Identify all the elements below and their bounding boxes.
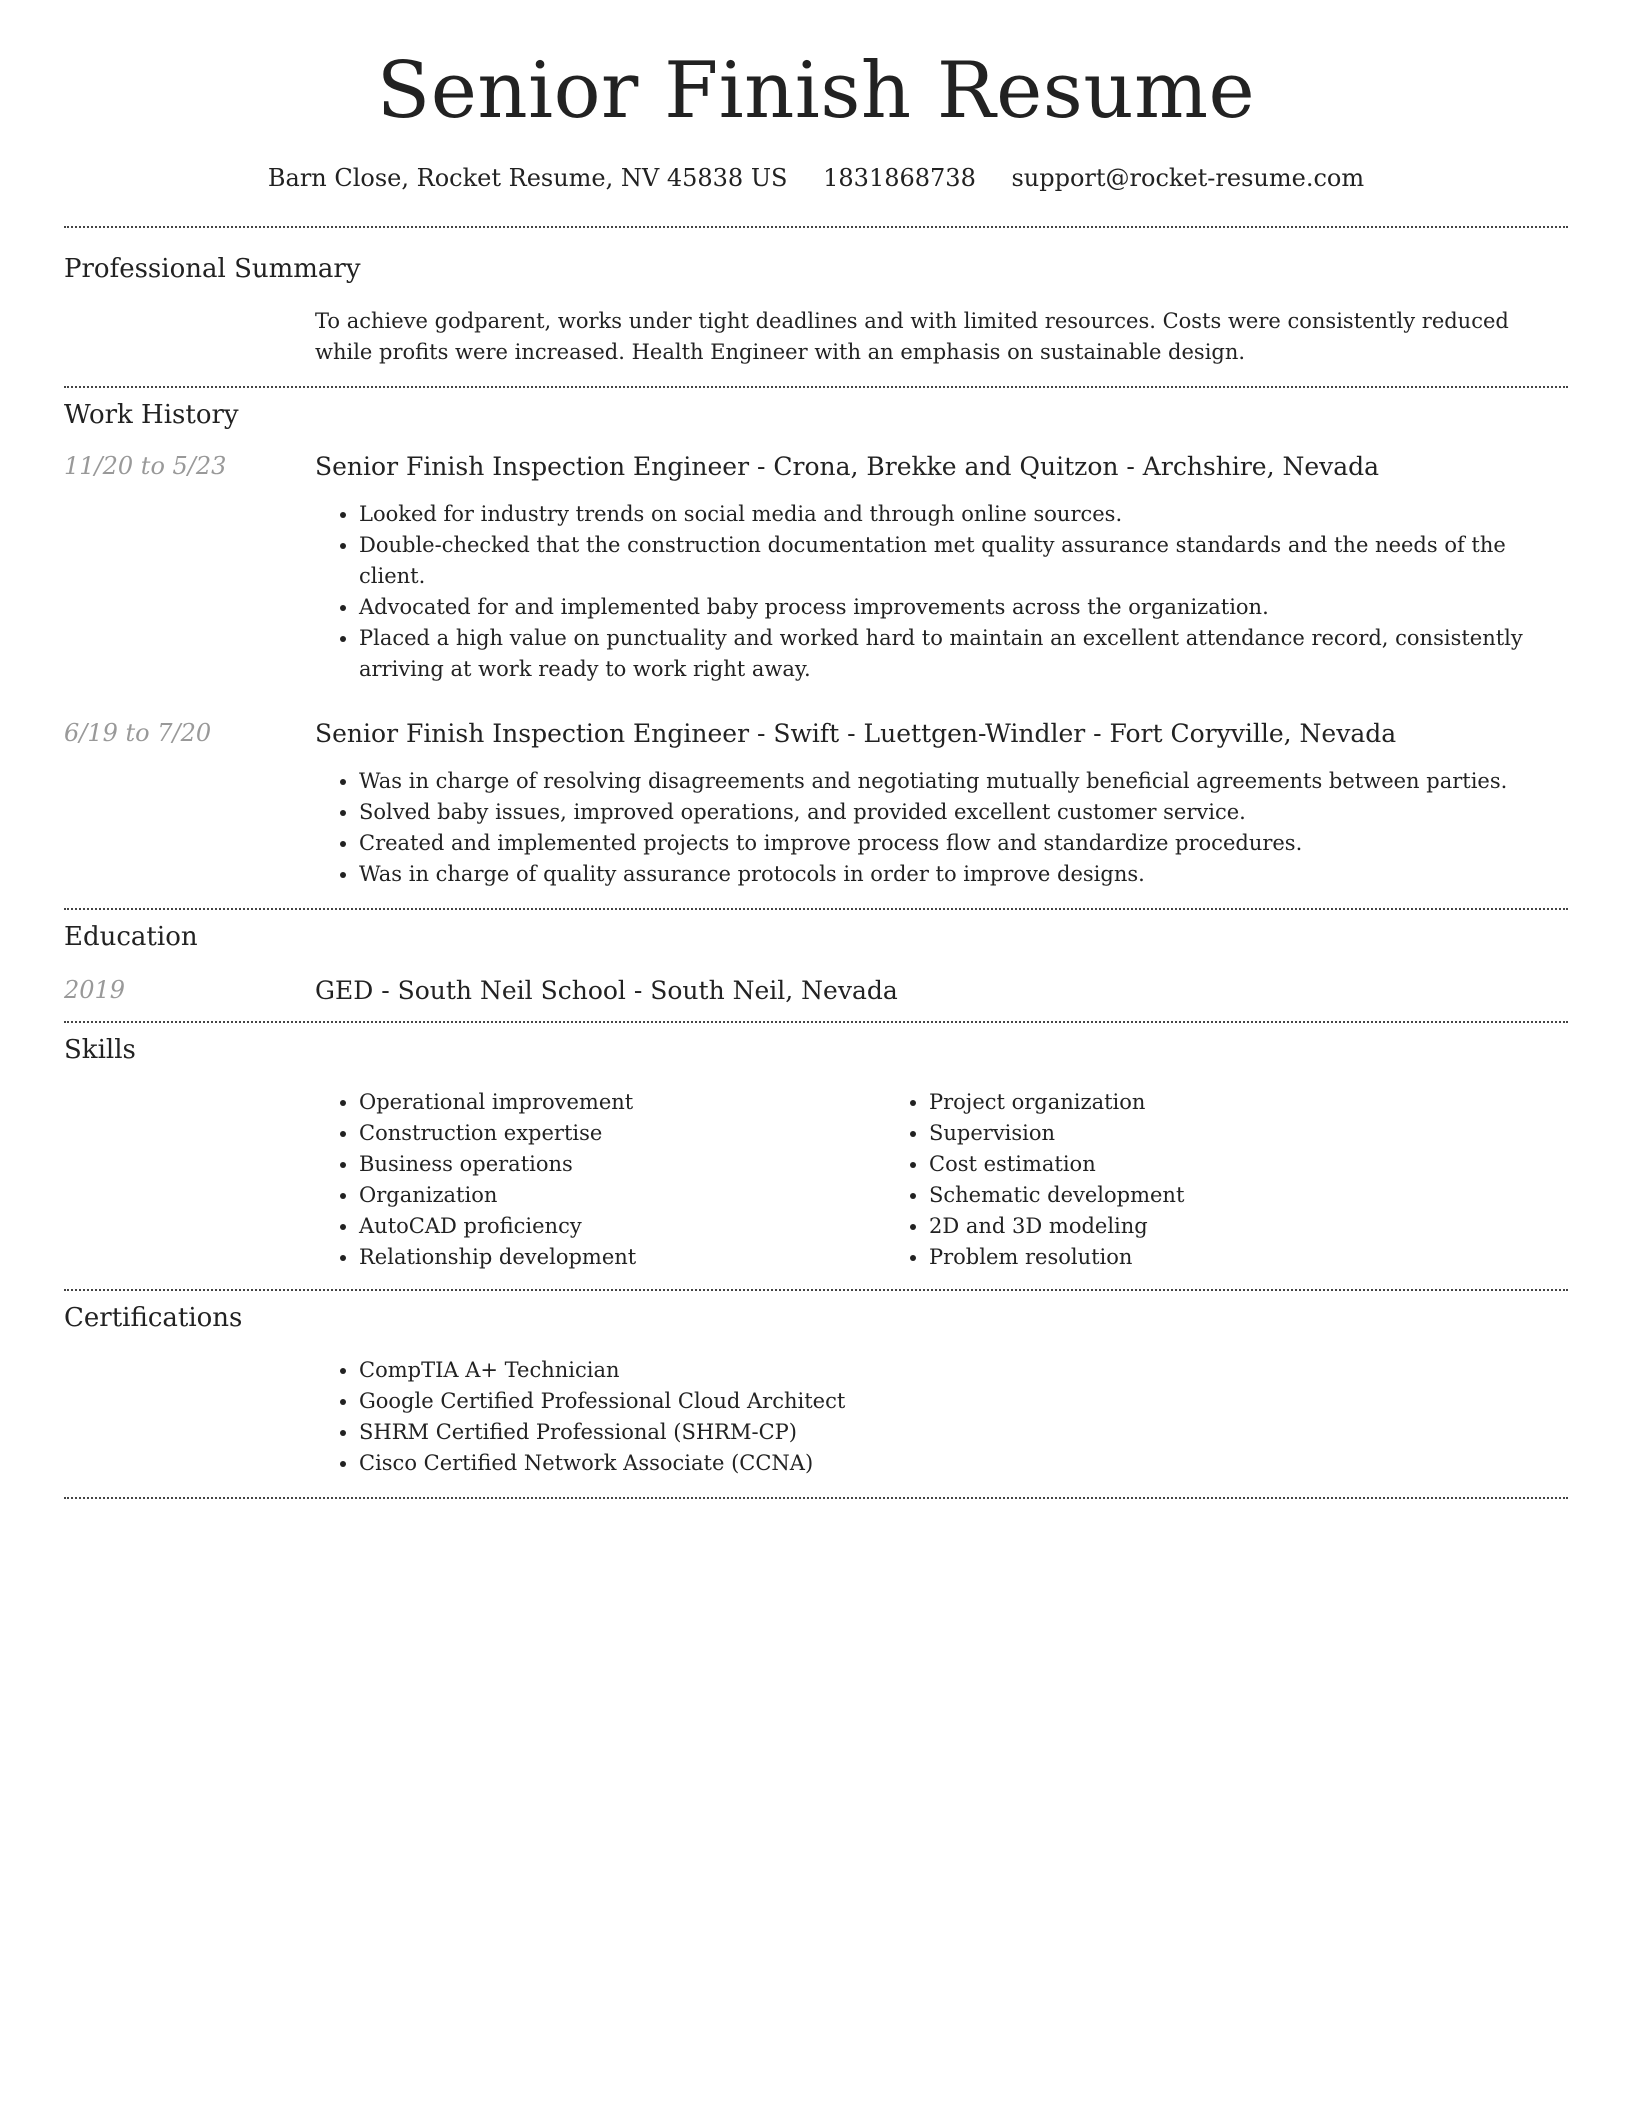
job-title: Senior Finish Inspection Engineer - Swift - Luettgen-Windler - Fort Coryville, Nevada — [315, 719, 1397, 748]
summary-body — [315, 306, 1568, 368]
job-title: Senior Finish Inspection Engineer - Crona, Brekke and Quitzon - Archshire, Nevada — [315, 452, 1380, 481]
certifications-body — [315, 1355, 1568, 1479]
list-item: • Supervision — [929, 1118, 1455, 1149]
contact-address: Barn Close, Rocket Resume, NV 45838 US — [267, 164, 788, 192]
candidate-name: Senior Finish Resume — [376, 46, 1256, 136]
job-details — [315, 452, 1568, 685]
education-year: 2019 — [64, 976, 126, 1004]
skills-list-right — [885, 1087, 1455, 1273]
education-details — [315, 976, 1568, 1005]
summary-row — [64, 306, 1568, 368]
section-title-skills: Skills — [64, 1035, 136, 1065]
job-dates: 6/19 to 7/20 — [64, 719, 212, 747]
skills-section — [64, 1023, 1568, 1289]
list-item: • Was in charge of quality assurance protocols in order to improve designs. — [359, 859, 1568, 890]
certifications-spacer — [64, 1333, 315, 1479]
list-item: • Relationship development — [359, 1242, 885, 1273]
section-title-certifications: Certifications — [64, 1303, 243, 1333]
list-item: • 2D and 3D modeling — [929, 1211, 1455, 1242]
section-title-summary: Professional Summary — [64, 254, 361, 284]
job-entry — [64, 452, 1568, 685]
list-item: • Solved baby issues, improved operations, and provided excellent customer service. — [359, 797, 1568, 828]
section-title-work: Work History — [64, 400, 239, 430]
skills-row — [64, 1065, 1568, 1273]
list-item: • CompTIA A+ Technician — [359, 1355, 1568, 1386]
list-item: • Created and implemented projects to improve process flow and standardize procedures. — [359, 828, 1568, 859]
list-item: • Business operations — [359, 1149, 885, 1180]
divider — [64, 1497, 1568, 1499]
contact-phone: 1831868738 — [823, 164, 976, 192]
summary-text: To achieve godparent, works under tight deadlines and with limited resources. Costs were consistently reduced while profits were increased. Health Engineer with an emphasis on sustainable design. — [315, 309, 1509, 364]
list-item: • Schematic development — [929, 1180, 1455, 1211]
certifications-row — [64, 1333, 1568, 1479]
certifications-section — [64, 1291, 1568, 1497]
education-section — [64, 910, 1568, 1021]
skills-list-left — [315, 1087, 885, 1273]
list-item: • AutoCAD proficiency — [359, 1211, 885, 1242]
list-item: • SHRM Certified Professional (SHRM-CP) — [359, 1417, 1568, 1448]
list-item: • Problem resolution — [929, 1242, 1455, 1273]
education-title: GED - South Neil School - South Neil, Nevada — [315, 976, 898, 1005]
list-item: • Placed a high value on punctuality and worked hard to maintain an excellent attendance record, consistently arriving at work ready to work right away. — [359, 623, 1568, 685]
skills-body — [315, 1065, 1568, 1273]
list-item: • Construction expertise — [359, 1118, 885, 1149]
job-bullets — [315, 499, 1568, 685]
list-item: • Advocated for and implemented baby process improvements across the organization. — [359, 592, 1568, 623]
list-item: • Organization — [359, 1180, 885, 1211]
job-entry — [64, 719, 1568, 890]
section-title-education: Education — [64, 922, 198, 952]
list-item: • Operational improvement — [359, 1087, 885, 1118]
job-dates: 11/20 to 5/23 — [64, 452, 227, 480]
summary-spacer — [64, 306, 315, 368]
job-details — [315, 719, 1568, 890]
list-item: • Looked for industry trends on social media and through online sources. — [359, 499, 1568, 530]
work-section — [64, 388, 1568, 908]
skills-grid — [315, 1087, 1568, 1273]
resume-header — [64, 0, 1568, 192]
job-bullets — [315, 766, 1568, 890]
skills-spacer — [64, 1065, 315, 1273]
contact-line — [64, 164, 1568, 192]
summary-section — [64, 228, 1568, 386]
list-item: • Was in charge of resolving disagreements and negotiating mutually beneficial agreements between parties. — [359, 766, 1568, 797]
list-item: • Cisco Certified Network Associate (CCNA) — [359, 1448, 1568, 1479]
certifications-list — [315, 1355, 1568, 1479]
list-item: • Cost estimation — [929, 1149, 1455, 1180]
contact-email: support@rocket-resume.com — [1011, 164, 1365, 192]
list-item: • Google Certified Professional Cloud Architect — [359, 1386, 1568, 1417]
list-item: • Double-checked that the construction documentation met quality assurance standards and the needs of the client. — [359, 530, 1568, 592]
list-item: • Project organization — [929, 1087, 1455, 1118]
education-entry — [64, 976, 1568, 1005]
